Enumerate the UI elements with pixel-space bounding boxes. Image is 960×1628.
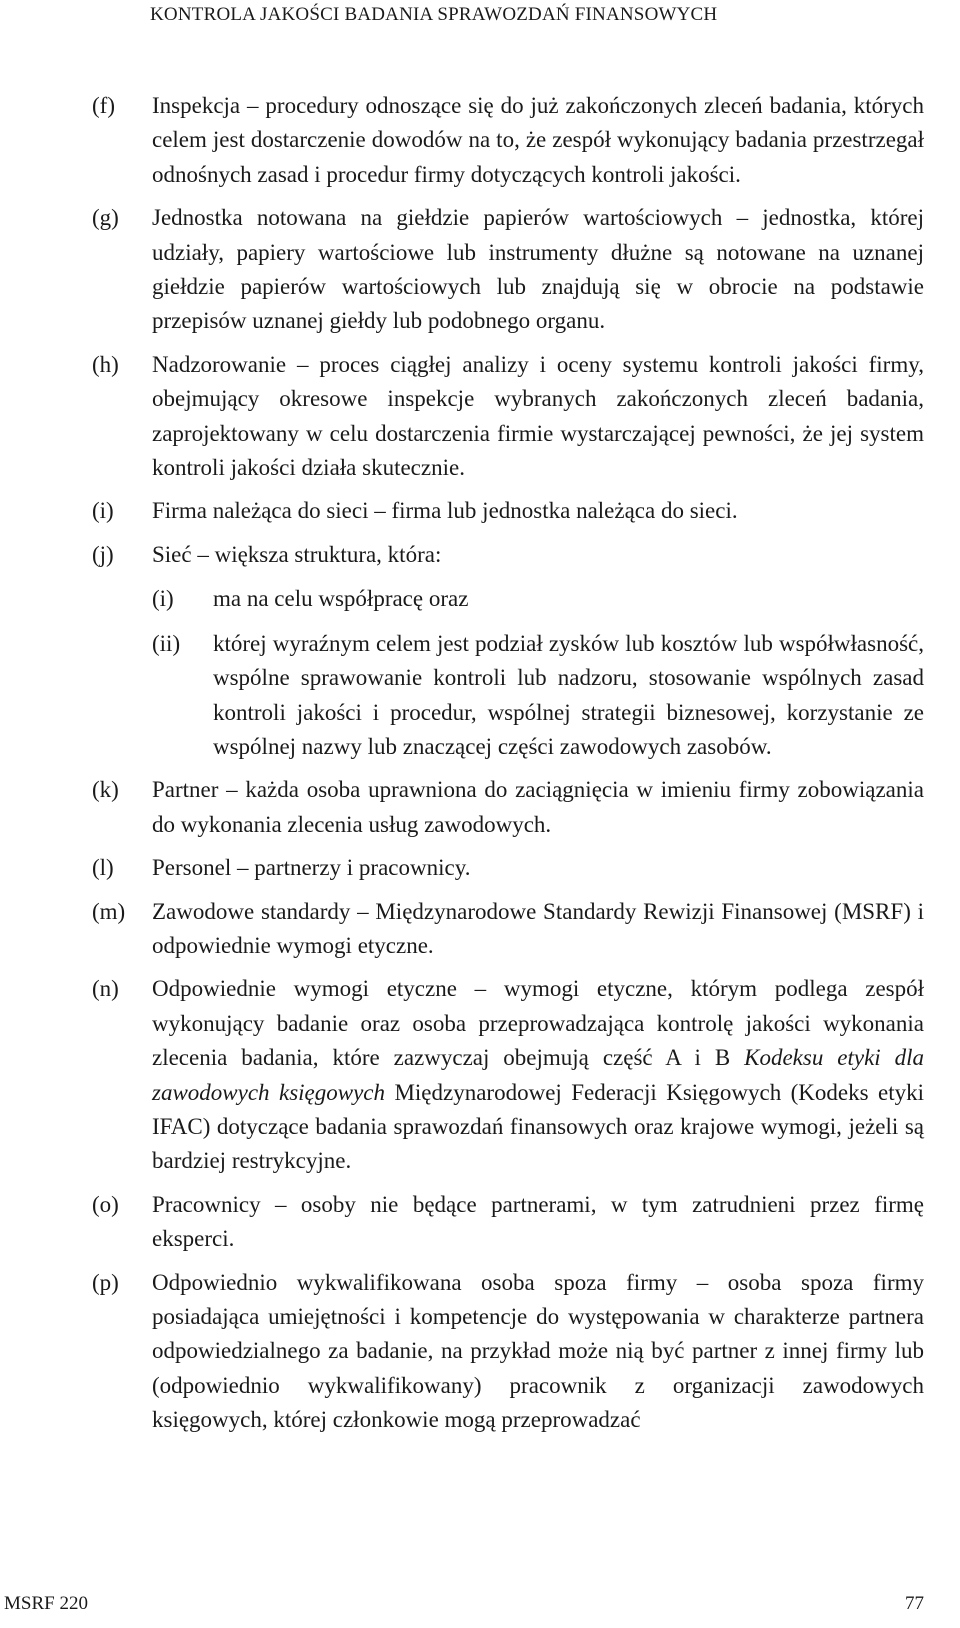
entry-text: Pracownicy – osoby nie będące partnerami, w tym zatrudnieni przez firmę eksperci. — [152, 1191, 924, 1252]
entry-marker: (n) — [92, 976, 119, 1002]
entry-marker: (j) — [92, 541, 114, 567]
entry-text — [152, 972, 924, 1178]
entry-marker: (g) — [92, 205, 119, 231]
sub-entry-i — [0, 582, 960, 616]
sub-entry-ii — [0, 627, 960, 765]
entry-text: Personel – partnerzy i pracownicy. — [152, 855, 471, 881]
definition-entry-l — [0, 851, 960, 885]
entry-text: Partner – każda osoba uprawniona do zaciągnięcia w imieniu firmy zobowiązania do wykonania zlecenia usług zawodowych. — [152, 777, 924, 837]
sub-entry-text: której wyraźnym celem jest podział zysków lub kosztów lub współwłasność, wspólne sprawowanie kontroli lub nadzoru, stosowanie wspólnych zasad kontroli jakości i procedur, wspólnej strategii biznesowej, korzystanie ze wspólnej nazwy lub znaczącej części zawodowych zasobów. — [213, 630, 924, 759]
entry-text: Sieć – większa struktura, która: — [152, 541, 442, 567]
entry-marker: (h) — [92, 351, 119, 377]
sub-entry-marker: (i) — [152, 586, 174, 612]
entry-marker: (f) — [92, 93, 115, 118]
entry-text: Zawodowe standardy – Międzynarodowe Standardy Rewizji Finansowej (MSRF) i odpowiednie wymogi etyczne. — [152, 898, 924, 958]
definition-entry-p — [0, 1266, 960, 1438]
entry-text: Firma należąca do sieci – firma lub jednostka należąca do sieci. — [152, 498, 738, 524]
entry-text: Jednostka notowana na giełdzie papierów wartościowych – jednostka, której udziały, papiery wartościowe lub instrumenty dłużne są notowane na uznanej giełdzie papierów wartościowych lub znajdują się w obrocie na podstawie przepisów uznanej giełdy lub podobnego organu. — [152, 205, 924, 334]
page-number: 77 — [905, 1593, 924, 1614]
sub-entry-marker: (ii) — [152, 630, 181, 656]
entry-text-part: Odpowiednie wymogi etyczne – wymogi etyczne, którym podlega zespół wykonujący badanie oraz osoba przeprowadzająca kontrolę jakości wykonania zlecenia badania, które zazwyczaj obejmują część A i B — [152, 976, 924, 1071]
entry-marker: (p) — [92, 1269, 119, 1295]
entry-marker: (o) — [92, 1191, 119, 1217]
entry-text: Nadzorowanie – proces ciągłej analizy i oceny systemu kontroli jakości firmy, obejmujący okresowe inspekcje wybranych zakończonych zleceń badania, zaprojektowany w celu dostarczenia firmie wystarczającej pewności, że jej system kontroli jakości działa skutecznie. — [152, 351, 924, 481]
definition-entry-o — [0, 1188, 960, 1257]
entry-text: Inspekcja – procedury odnoszące się do już zakończonych zleceń badania, których celem jest dostarczenie dowodów na to, że zespół wykonujący badania przestrzegał odnośnych zasad i procedur firmy dotyczących kontroli jakości. — [152, 93, 924, 187]
footer-standard-label: MSRF 220 — [4, 1593, 88, 1614]
entry-marker: (l) — [92, 855, 114, 881]
entry-marker: (k) — [92, 777, 119, 803]
definition-entry-f — [0, 89, 960, 192]
definitions-list — [0, 89, 960, 1447]
entry-marker: (m) — [92, 898, 126, 924]
definition-entry-h — [0, 348, 960, 486]
entry-text-part: Międzynarodowej Federacji Księgowych (Kodeks etyki IFAC) dotyczące badania sprawozdań finansowych oraz krajowe wymogi, jeżeli są bardziej restrykcyjne. — [152, 1079, 924, 1174]
definition-entry-n — [0, 972, 960, 1178]
definition-entry-j — [0, 538, 960, 764]
sub-entry-text: ma na celu współpracę oraz — [213, 586, 469, 612]
definition-entry-i — [0, 494, 960, 528]
entry-marker: (i) — [92, 498, 114, 524]
cited-code-title: Kodeksu etyki dla zawodowych księgowych — [152, 1045, 924, 1105]
definition-entry-m — [0, 895, 960, 964]
entry-text: Odpowiednio wykwalifikowana osoba spoza firmy – osoba spoza firmy posiadająca umiejętności i kompetencje do występowania w charakterze partnera odpowiedzialnego za badanie, na przykład może nią być partner z innej firmy lub (odpowiednio wykwalifikowany) pracownik z organizacji zawodowych księgowych, której członkowie mogą przeprowadzać — [152, 1269, 924, 1433]
running-header: KONTROLA JAKOŚCI BADANIA SPRAWOZDAŃ FINANSOWYCH — [150, 4, 718, 25]
definition-entry-g — [0, 201, 960, 339]
definition-entry-k — [0, 773, 960, 842]
